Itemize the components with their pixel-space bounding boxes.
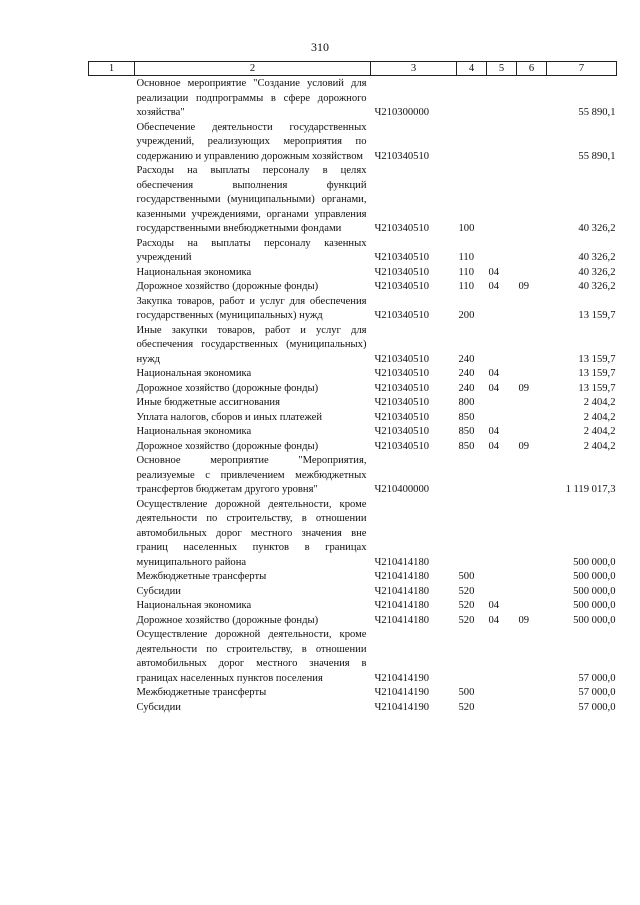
cell-target-code: Ч210340510: [374, 353, 430, 365]
cell-subsection: [517, 295, 547, 324]
cell-description: Основное мероприятие "Создание условий для реализации подпрограммы в сфере дорожного хозяйства": [136, 78, 367, 118]
table-row: [89, 498, 617, 571]
cell-section: 04: [488, 368, 500, 379]
cell-subsection: 09: [518, 281, 530, 292]
cell-description: Межбюджетные трансферты: [136, 571, 267, 582]
cell-blank: [89, 628, 135, 686]
cell-description: Осуществление дорожной деятельности, кроме деятельности по строительству, в отношении автомобильных дорог местного значения в границах населенных пунктов поселения: [136, 629, 367, 684]
cell-subsection: [517, 411, 547, 426]
column-header: 6: [517, 62, 547, 76]
cell-subsection: [517, 121, 547, 165]
cell-amount: 13 159,7: [578, 382, 616, 394]
cell-expense-type: 850: [458, 426, 475, 437]
cell-description: Осуществление дорожной деятельности, кроме деятельности по строительству, в отношении автомобильных дорог местного значения вне границ населенных пунктов в границах муниципального района: [136, 498, 367, 568]
cell-description: Уплата налогов, сборов и иных платежей: [136, 411, 323, 423]
cell-section: [487, 628, 517, 686]
cell-blank: [89, 396, 135, 411]
cell-amount: 40 326,2: [578, 266, 616, 278]
cell-section: [487, 76, 517, 121]
cell-amount: 40 326,2: [578, 281, 616, 292]
cell-expense-type: 110: [458, 281, 474, 292]
header-row: [89, 62, 617, 76]
cell-section: [487, 164, 517, 237]
cell-expense-type: [457, 454, 487, 498]
table-row: [89, 614, 617, 629]
cell-blank: [89, 237, 135, 266]
cell-section: 04: [488, 266, 500, 278]
cell-target-code: Ч210340510: [374, 281, 430, 292]
cell-target-code: Ч210340510: [374, 266, 430, 278]
cell-description: Национальная экономика: [136, 426, 252, 437]
cell-subsection: [517, 628, 547, 686]
cell-target-code: Ч210414180: [374, 556, 430, 568]
cell-target-code: Ч210414180: [374, 614, 430, 626]
cell-subsection: [517, 324, 547, 368]
cell-expense-type: [457, 121, 487, 165]
cell-target-code: Ч210340510: [374, 150, 430, 162]
cell-section: [487, 295, 517, 324]
cell-expense-type: 500: [458, 687, 475, 698]
cell-description: Национальная экономика: [136, 368, 252, 379]
cell-subsection: [517, 266, 547, 281]
table-row: [89, 76, 617, 121]
table-row: [89, 367, 617, 382]
cell-blank: [89, 266, 135, 281]
cell-subsection: [517, 237, 547, 266]
cell-amount: 500 000,0: [573, 600, 616, 611]
cell-amount: 2 404,2: [583, 440, 616, 452]
cell-blank: [89, 599, 135, 614]
cell-section: [487, 237, 517, 266]
table-header: [89, 62, 617, 76]
cell-target-code: Ч210340510: [374, 310, 430, 321]
cell-blank: [89, 686, 135, 701]
cell-blank: [89, 498, 135, 571]
cell-description: Иные закупки товаров, работ и услуг для обеспечения государственных (муниципальных) нужд: [136, 324, 367, 365]
table-row: [89, 628, 617, 686]
cell-amount: 500 000,0: [573, 556, 616, 568]
cell-section: [487, 324, 517, 368]
cell-expense-type: 520: [458, 614, 475, 626]
cell-expense-type: 520: [458, 701, 475, 713]
cell-section: [487, 396, 517, 411]
table-row: [89, 454, 617, 498]
column-header: 5: [487, 62, 517, 76]
cell-expense-type: 240: [458, 368, 475, 379]
cell-description: Межбюджетные трансферты: [136, 687, 267, 698]
cell-section: 04: [488, 382, 500, 394]
cell-target-code: Ч210340510: [374, 426, 430, 437]
cell-target-code: Ч210340510: [374, 440, 430, 452]
cell-expense-type: 240: [458, 382, 475, 394]
table-row: [89, 382, 617, 397]
cell-target-code: Ч210340510: [374, 382, 430, 394]
column-header: 4: [457, 62, 487, 76]
cell-blank: [89, 585, 135, 600]
cell-blank: [89, 367, 135, 382]
cell-blank: [89, 614, 135, 629]
cell-section: 04: [488, 600, 500, 611]
cell-amount: 13 159,7: [578, 368, 616, 379]
cell-subsection: [517, 367, 547, 382]
column-header: 3: [371, 62, 457, 76]
cell-target-code: Ч210340510: [374, 411, 430, 423]
cell-expense-type: 240: [458, 353, 475, 365]
cell-target-code: Ч210340510: [374, 252, 430, 263]
table-row: [89, 701, 617, 716]
cell-amount: 500 000,0: [573, 571, 616, 582]
cell-description: Основное мероприятие "Мероприятия, реализуемые с привлечением межбюджетных трансфертов бюджетам другого уровня": [136, 455, 367, 495]
cell-target-code: Ч210414180: [374, 600, 430, 611]
table-row: [89, 396, 617, 411]
cell-subsection: 09: [518, 614, 530, 626]
page-number: 310: [311, 40, 329, 54]
cell-blank: [89, 411, 135, 426]
cell-target-code: Ч210340510: [374, 368, 430, 379]
cell-description: Обеспечение деятельности государственных учреждений, реализующих мероприятия по содержанию и управлению дорожным хозяйством: [136, 121, 367, 162]
cell-amount: 57 000,0: [578, 672, 616, 684]
cell-target-code: Ч210340510: [374, 223, 430, 234]
cell-description: Дорожное хозяйство (дорожные фонды): [136, 614, 319, 626]
cell-target-code: Ч210414190: [374, 687, 430, 698]
cell-section: [487, 498, 517, 571]
cell-expense-type: 520: [458, 585, 475, 597]
table-row: [89, 686, 617, 701]
column-header: 7: [547, 62, 617, 76]
cell-expense-type: 110: [458, 252, 474, 263]
cell-blank: [89, 76, 135, 121]
cell-blank: [89, 440, 135, 455]
cell-section: 04: [488, 614, 500, 626]
cell-amount: 13 159,7: [578, 353, 616, 365]
cell-subsection: [517, 425, 547, 440]
cell-description: Закупка товаров, работ и услуг для обеспечения государственных (муниципальных) нужд: [136, 295, 367, 321]
table-row: [89, 324, 617, 368]
table-row: [89, 440, 617, 455]
cell-subsection: [517, 701, 547, 716]
table-row: [89, 121, 617, 165]
table-row: [89, 164, 617, 237]
cell-section: 04: [488, 440, 500, 452]
cell-description: Дорожное хозяйство (дорожные фонды): [136, 281, 319, 292]
cell-expense-type: 520: [458, 600, 475, 611]
cell-subsection: [517, 76, 547, 121]
cell-amount: 55 890,1: [578, 107, 616, 118]
cell-section: [487, 585, 517, 600]
cell-blank: [89, 164, 135, 237]
cell-amount: 1 119 017,3: [565, 484, 616, 495]
cell-subsection: [517, 570, 547, 585]
table-row: [89, 295, 617, 324]
cell-description: Дорожное хозяйство (дорожные фонды): [136, 440, 319, 452]
cell-blank: [89, 701, 135, 716]
cell-subsection: [517, 599, 547, 614]
cell-expense-type: [457, 498, 487, 571]
cell-description: Расходы на выплаты персоналу в целях обеспечения выполнения функций государственными (муниципальными) органами, казенными учреждениями, органами управления государственными внебюджетными фондами: [136, 165, 367, 234]
cell-amount: 57 000,0: [578, 701, 616, 713]
cell-description: Национальная экономика: [136, 600, 252, 611]
cell-expense-type: 110: [458, 266, 474, 278]
cell-section: 04: [488, 426, 500, 437]
cell-expense-type: [457, 76, 487, 121]
cell-amount: 55 890,1: [578, 150, 616, 162]
table-row: [89, 411, 617, 426]
table-row: [89, 280, 617, 295]
cell-description: Национальная экономика: [136, 266, 252, 278]
cell-amount: 2 404,2: [583, 397, 616, 408]
cell-target-code: Ч210414190: [374, 672, 430, 684]
table-row: [89, 599, 617, 614]
table-row: [89, 266, 617, 281]
cell-expense-type: 800: [458, 397, 475, 408]
cell-blank: [89, 295, 135, 324]
cell-section: [487, 686, 517, 701]
cell-description: Дорожное хозяйство (дорожные фонды): [136, 382, 319, 394]
column-header: 2: [135, 62, 371, 76]
table-row: [89, 425, 617, 440]
table-row: [89, 585, 617, 600]
cell-description: Субсидии: [136, 701, 181, 713]
cell-blank: [89, 570, 135, 585]
cell-description: Субсидии: [136, 585, 181, 597]
cell-amount: 40 326,2: [578, 223, 616, 234]
cell-subsection: 09: [518, 440, 530, 452]
cell-target-code: Ч210340510: [374, 397, 430, 408]
cell-expense-type: 850: [458, 411, 475, 423]
cell-target-code: Ч210414180: [374, 585, 430, 597]
cell-amount: 500 000,0: [573, 614, 616, 626]
cell-subsection: 09: [518, 382, 530, 394]
cell-blank: [89, 121, 135, 165]
cell-blank: [89, 382, 135, 397]
column-header: 1: [89, 62, 135, 76]
cell-description: Иные бюджетные ассигнования: [136, 397, 280, 408]
cell-section: 04: [488, 281, 500, 292]
cell-blank: [89, 425, 135, 440]
cell-blank: [89, 454, 135, 498]
cell-amount: 57 000,0: [578, 687, 616, 698]
cell-subsection: [517, 164, 547, 237]
cell-subsection: [517, 498, 547, 571]
cell-amount: 2 404,2: [583, 426, 616, 437]
cell-amount: 500 000,0: [573, 585, 616, 597]
cell-subsection: [517, 454, 547, 498]
cell-expense-type: 200: [458, 310, 475, 321]
cell-section: [487, 701, 517, 716]
cell-target-code: Ч210414190: [374, 701, 430, 713]
table-body: [89, 76, 617, 716]
cell-section: [487, 570, 517, 585]
cell-target-code: Ч210300000: [374, 107, 430, 118]
cell-section: [487, 411, 517, 426]
table-row: [89, 237, 617, 266]
budget-table: [88, 61, 617, 715]
cell-expense-type: 500: [458, 571, 475, 582]
cell-blank: [89, 280, 135, 295]
cell-subsection: [517, 686, 547, 701]
cell-subsection: [517, 585, 547, 600]
cell-blank: [89, 324, 135, 368]
cell-subsection: [517, 396, 547, 411]
cell-description: Расходы на выплаты персоналу казенных учреждений: [136, 237, 367, 263]
cell-amount: 13 159,7: [578, 310, 616, 321]
cell-target-code: Ч210400000: [374, 484, 430, 495]
cell-section: [487, 454, 517, 498]
cell-target-code: Ч210414180: [374, 571, 430, 582]
cell-amount: 2 404,2: [583, 411, 616, 423]
cell-expense-type: 100: [458, 223, 475, 234]
table-row: [89, 570, 617, 585]
cell-amount: 40 326,2: [578, 252, 616, 263]
cell-expense-type: [457, 628, 487, 686]
cell-section: [487, 121, 517, 165]
cell-expense-type: 850: [458, 440, 475, 452]
